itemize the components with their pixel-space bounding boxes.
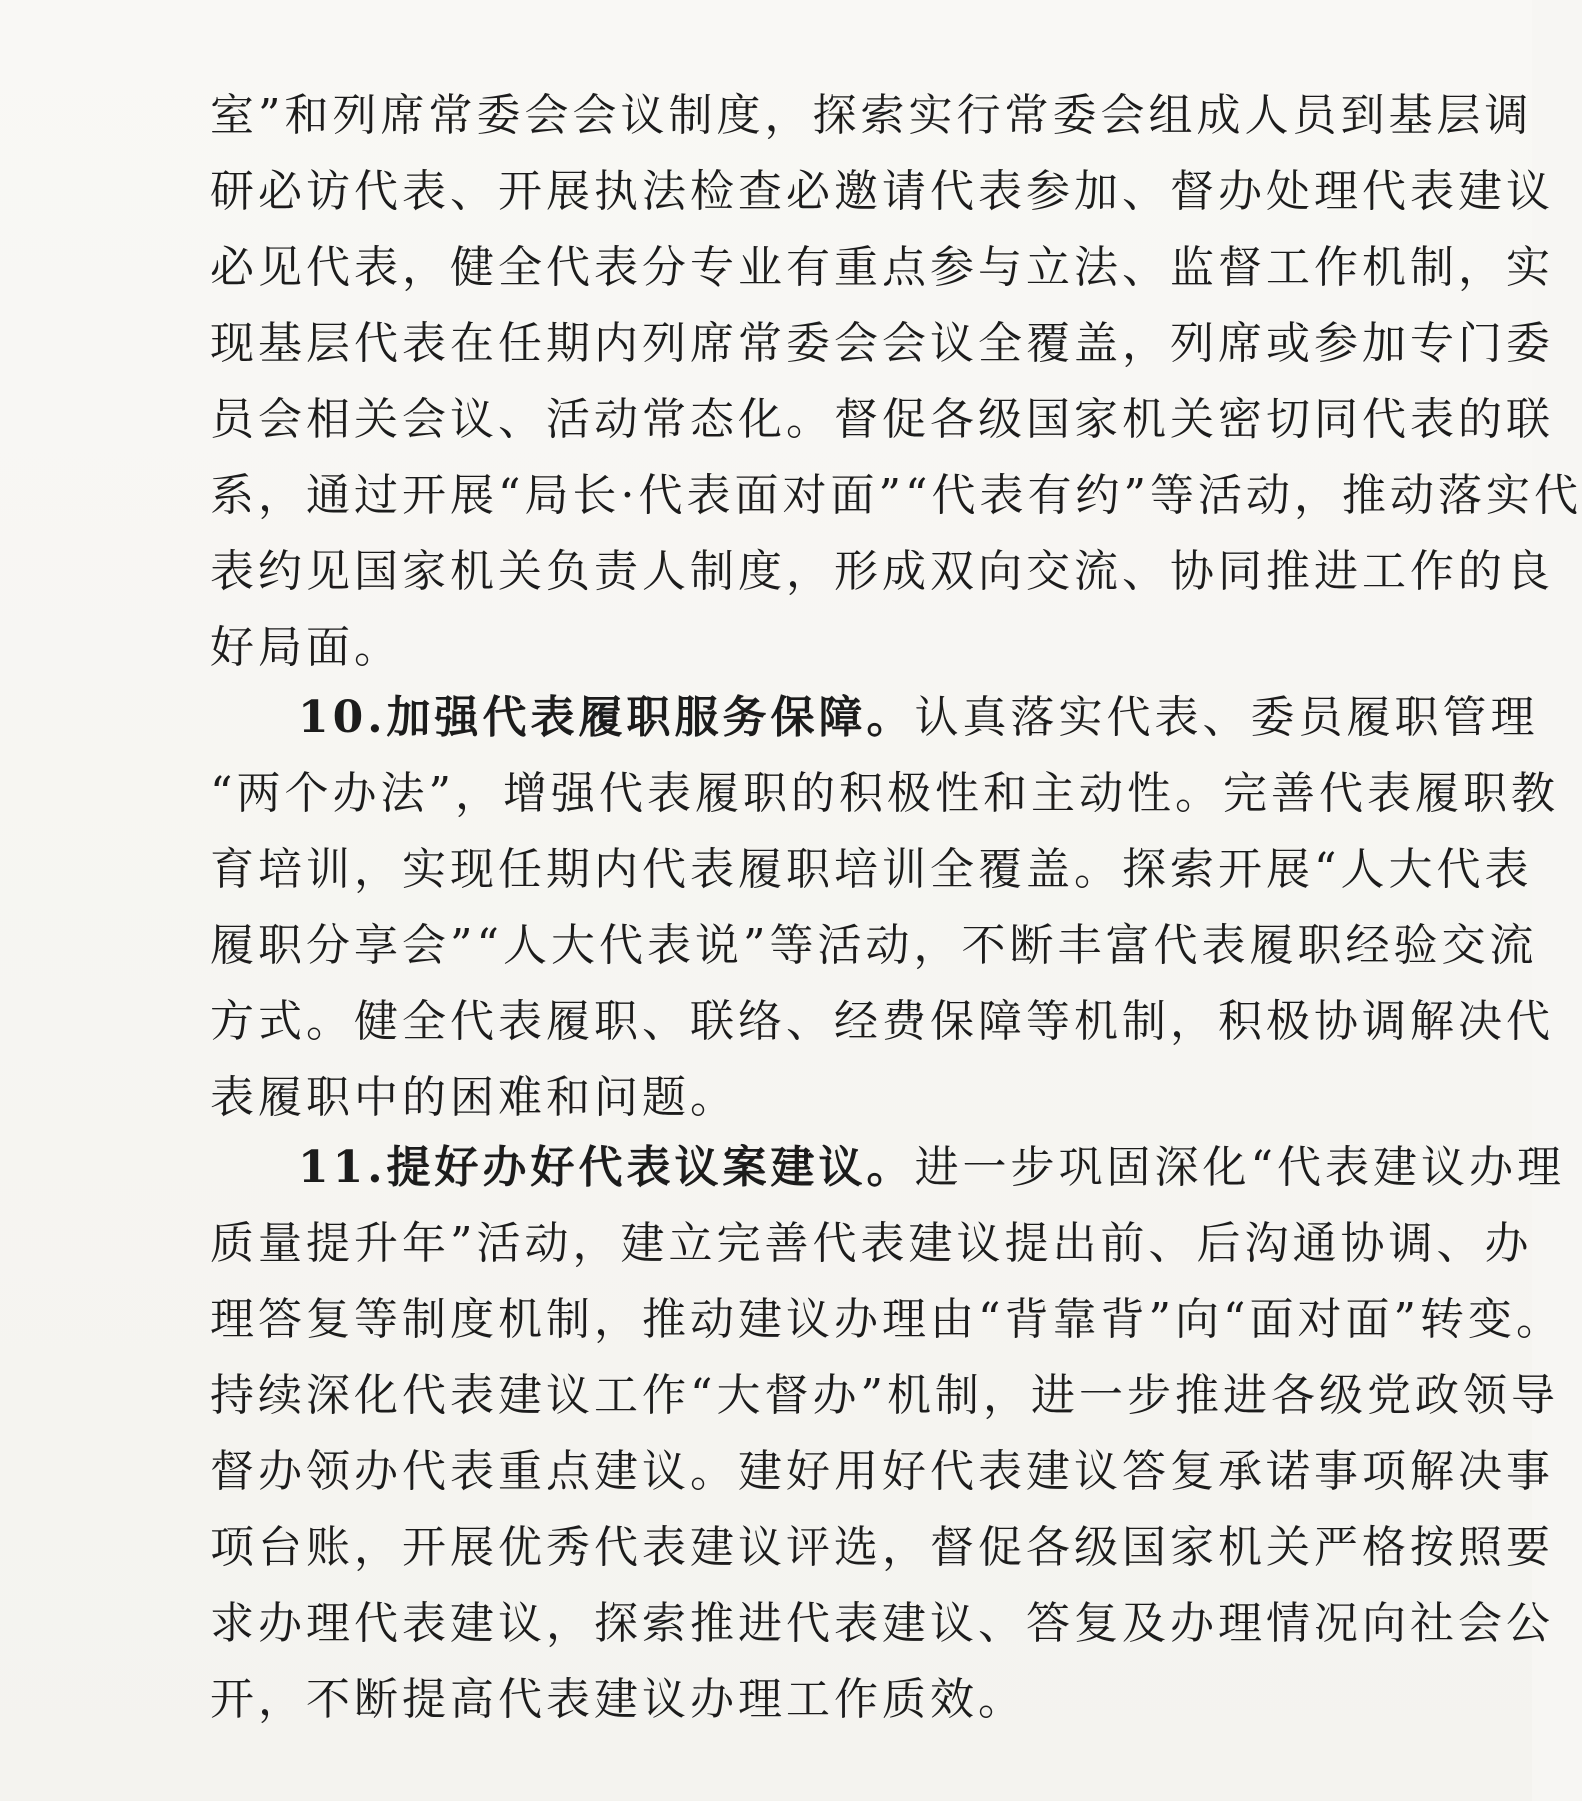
paragraph-line: 履职分享会”“人大代表说”等活动，不断丰富代表履职经验交流	[210, 920, 1538, 971]
paragraph-first-line-text: 认真落实代表、委员履职管理	[914, 692, 1539, 743]
paragraph-first-line-text: 进一步巩固深化“代表建议办理	[914, 1142, 1566, 1193]
paragraph-line: 好局面。	[210, 622, 402, 673]
paragraph-line: 质量提升年”活动，建立完善代表建议提出前、后沟通协调、办	[210, 1218, 1533, 1269]
paragraph-line: 求办理代表建议，探索推进代表建议、答复及办理情况向社会公	[210, 1598, 1554, 1649]
paragraph-first-line	[210, 1130, 1566, 1206]
paragraph-first-line	[210, 680, 1539, 756]
paragraph-representative-contact	[210, 78, 1582, 686]
paragraph-line: 开，不断提高代表建议办理工作质效。	[210, 1674, 1026, 1725]
paragraph-line: “两个办法”，增强代表履职的积极性和主动性。完善代表履职教	[210, 768, 1559, 819]
paragraph-line: 方式。健全代表履职、联络、经费保障等机制，积极协调解决代	[210, 996, 1554, 1047]
paragraph-line: 督办领办代表重点建议。建好用好代表建议答复承诺事项解决事	[210, 1446, 1554, 1497]
paragraph-line: 理答复等制度机制，推动建议办理由“背靠背”向“面对面”转变。	[210, 1294, 1564, 1345]
paragraph-line: 表履职中的困难和问题。	[210, 1072, 738, 1123]
paragraph-item-10	[210, 680, 1559, 1136]
paragraph-line: 室”和列席常委会会议制度，探索实行常委会组成人员到基层调	[210, 90, 1533, 141]
paragraph-line: 育培训，实现任期内代表履职培训全覆盖。探索开展“人大代表	[210, 844, 1533, 895]
section-heading-10: 10.加强代表履职服务保障。	[298, 692, 915, 743]
paragraph-item-11	[210, 1130, 1566, 1738]
paragraph-line: 持续深化代表建议工作“大督办”机制，进一步推进各级党政领导	[210, 1370, 1559, 1421]
paragraph-line: 员会相关会议、活动常态化。督促各级国家机关密切同代表的联	[210, 394, 1554, 445]
paragraph-line: 项台账，开展优秀代表建议评选，督促各级国家机关严格按照要	[210, 1522, 1554, 1573]
paragraph-line: 现基层代表在任期内列席常委会会议全覆盖，列席或参加专门委	[210, 318, 1554, 369]
paragraph-line: 必见代表，健全代表分专业有重点参与立法、监督工作机制，实	[210, 242, 1554, 293]
paragraph-line: 研必访代表、开展执法检查必邀请代表参加、督办处理代表建议	[210, 166, 1554, 217]
paragraph-line: 系，通过开展“局长·代表面对面”“代表有约”等活动，推动落实代	[210, 470, 1582, 521]
paragraph-line: 表约见国家机关负责人制度，形成双向交流、协同推进工作的良	[210, 546, 1554, 597]
section-heading-11: 11.提好办好代表议案建议。	[298, 1142, 915, 1193]
